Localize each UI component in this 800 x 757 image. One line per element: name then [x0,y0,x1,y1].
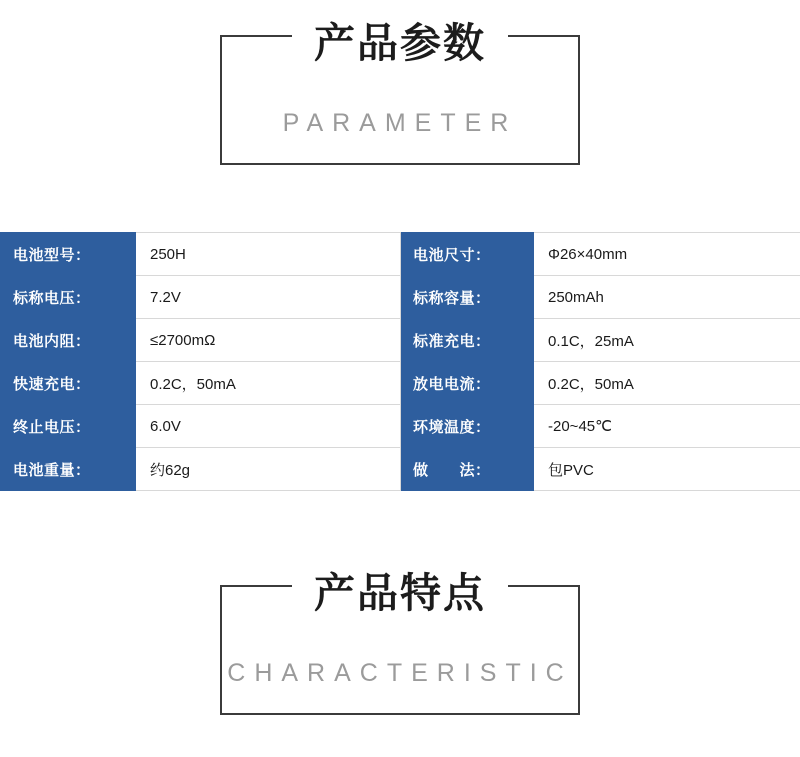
parameter-heading-block [220,20,580,165]
row-label-cutoff-voltage: 终止电压： [1,405,136,448]
characteristic-title-cn: 产品特点 [292,565,508,621]
characteristic-heading-block [220,570,580,715]
row-value-nominal-capacity: 250mAh [534,276,800,319]
row-label-battery-weight: 电池重量： [1,448,136,491]
row-label-nominal-capacity: 标称容量： [401,276,534,319]
row-label-battery-model: 电池型号： [1,233,136,276]
row-value-nominal-voltage: 7.2V [136,276,401,319]
row-value-battery-weight: 约62g [136,448,401,491]
table-row [1,233,800,276]
row-label-battery-size: 电池尺寸： [401,233,534,276]
row-value-standard-charge: 0.1C，25mA [534,319,800,362]
row-label-process: 做 法： [401,448,534,491]
row-label-internal-resistance: 电池内阻： [1,319,136,362]
characteristic-title-en: CHARACTERISTIC [227,659,573,687]
table-row [1,319,800,362]
table-row [1,405,800,448]
row-value-cutoff-voltage: 6.0V [136,405,401,448]
table-row [1,448,800,491]
row-value-internal-resistance: ≤2700mΩ [136,319,401,362]
row-value-discharge-current: 0.2C，50mA [534,362,800,405]
table-row [1,276,800,319]
table-row [1,362,800,405]
row-value-process: 包PVC [534,448,800,491]
parameter-table [0,232,800,491]
parameter-title-en: PARAMETER [282,109,518,137]
row-label-discharge-current: 放电电流： [401,362,534,405]
row-value-battery-size: Φ26×40mm [534,233,800,276]
row-label-nominal-voltage: 标称电压： [1,276,136,319]
row-label-fast-charge: 快速充电： [1,362,136,405]
row-label-ambient-temperature: 环境温度： [401,405,534,448]
row-label-standard-charge: 标准充电： [401,319,534,362]
row-value-ambient-temperature: -20~45℃ [534,405,800,448]
parameter-title-cn: 产品参数 [292,15,508,71]
row-value-fast-charge: 0.2C，50mA [136,362,401,405]
row-value-battery-model: 250H [136,233,401,276]
